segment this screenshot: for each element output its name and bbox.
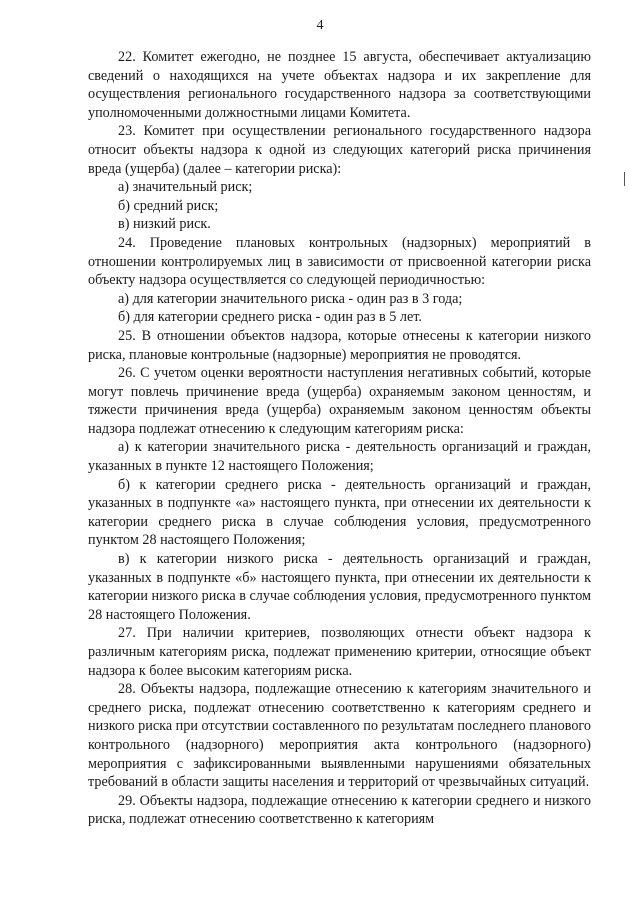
paragraph-23-a: а) значительный риск; bbox=[118, 179, 253, 196]
paragraph-27: 27. При наличии критериев, позволяющих отнести объект надзора к различным категориям риска, подлежат применению критерии, относящие объект надзора к более высоким категориям риска. bbox=[88, 625, 591, 679]
paragraph-26-a: а) к категории значительного риска - деятельность организаций и граждан, указанных в пункте 12 настоящего Положения; bbox=[88, 439, 591, 475]
paragraph-24-a: а) для категории значительного риска - один раз в 3 года; bbox=[118, 290, 463, 307]
paragraph-28: 28. Объекты надзора, подлежащие отнесению к категориям значительного и среднего риска, подлежат отнесению соответственно к категориям среднего и низкого риска при отсутствии составленного по результатам последнего планового контрольного (надзорного) мероприятия акта контрольного (надзорного) мероприятия с зафиксированными выявленными нарушениями обязательных требований в области защиты населения и территорий от чрезвычайных ситуаций. bbox=[88, 681, 591, 791]
page-number: 4 bbox=[316, 18, 324, 33]
paragraph-26-b: б) к категории среднего риска - деятельность организаций и граждан, указанных в подпункте «а» настоящего пункта, при отнесении их деятельности к категории среднего риска в случае соблюдения условия, предусмотренного пунктом 28 настоящего Положения; bbox=[88, 476, 591, 549]
paragraph-23-c: в) низкий риск. bbox=[118, 216, 211, 233]
paragraph-24-b: б) для категории среднего риска - один раз в 5 лет. bbox=[118, 309, 422, 326]
paragraph-22: 22. Комитет ежегодно, не позднее 15 августа, обеспечивает актуализацию сведений о находящихся на учете объектах надзора и их закрепление для осуществления регионального государственного надзора за соответствующими уполномоченными должностными лицами Комитета. bbox=[88, 49, 591, 121]
paragraph-24: 24. Проведение плановых контрольных (надзорных) мероприятий в отношении контролируемых лиц в зависимости от присвоенной категории риска объекту надзора осуществляется со следующей периодичностью: bbox=[88, 234, 591, 289]
scan-artifact-mark bbox=[624, 172, 625, 186]
paragraph-29: 29. Объекты надзора, подлежащие отнесению к категории среднего и низкого риска, подлежат отнесению соответственно к категориям bbox=[88, 792, 591, 828]
paragraph-26-c: в) к категории низкого риска - деятельность организаций и граждан, указанных в подпункте «б» настоящего пункта, при отнесении их деятельности к категории низкого риска в случае соблюдения условия, предусмотренного пунктом 28 настоящего Положения. bbox=[88, 551, 591, 623]
paragraph-25: 25. В отношении объектов надзора, которые отнесены к категории низкого риска, плановые контрольные (надзорные) мероприятия не проводятся. bbox=[88, 327, 591, 363]
document-body bbox=[88, 48, 591, 829]
paragraph-26: 26. С учетом оценки вероятности наступления негативных событий, которые могут повлечь причинение вреда (ущерба) охраняемым законом ценностям, и тяжести причинения вреда (ущерба) охраняемым законом ценностям объекты надзора подлежат отнесению к следующим категориям риска: bbox=[88, 365, 591, 437]
paragraph-23: 23. Комитет при осуществлении регионального государственного надзора относит объекты надзора к одной из следующих категорий риска причинения вреда (ущерба) (далее – категории риска): bbox=[88, 123, 591, 177]
paragraph-23-b: б) средний риск; bbox=[118, 197, 219, 214]
